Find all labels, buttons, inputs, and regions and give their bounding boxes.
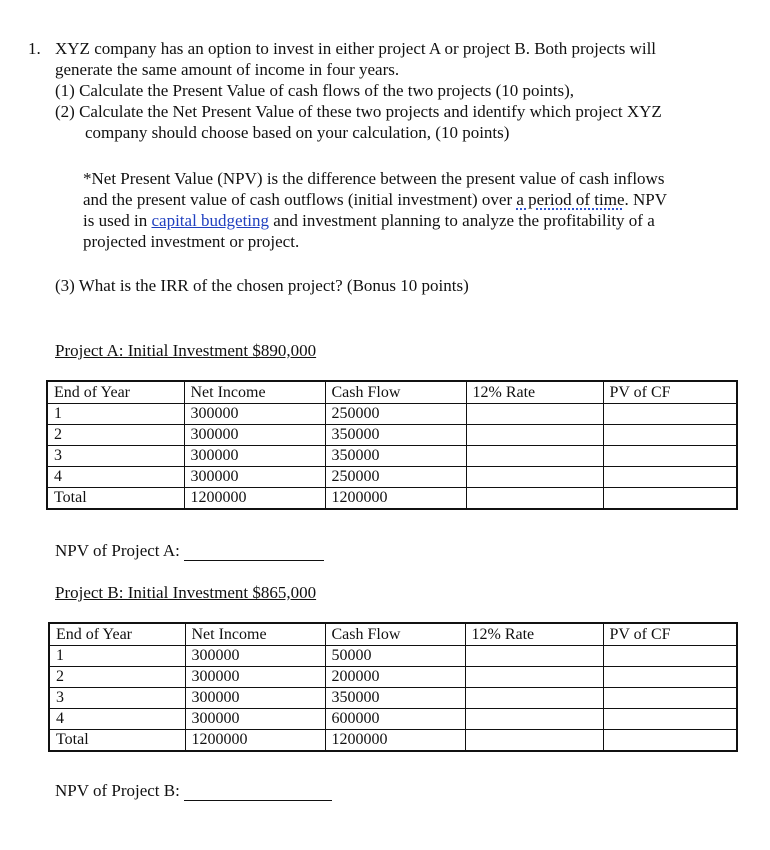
answer-cell[interactable]	[603, 467, 737, 488]
npv-project-b	[55, 780, 332, 801]
answer-cell[interactable]	[603, 646, 737, 667]
answer-cell[interactable]	[465, 667, 603, 688]
note-line-1: *Net Present Value (NPV) is the difference between the present value of cash inflows	[83, 169, 665, 188]
question-line-1: XYZ company has an option to invest in either project A or project B. Both projects will	[55, 39, 657, 58]
table-cell: 2	[47, 425, 184, 446]
answer-cell[interactable]	[603, 446, 737, 467]
table-cell: 300000	[185, 646, 325, 667]
table-cell: 300000	[184, 467, 325, 488]
table-cell: 300000	[185, 709, 325, 730]
project-b-title: Project B: Initial Investment $865,000	[55, 583, 317, 602]
table-row	[47, 404, 737, 425]
project-a-title: Project A: Initial Investment $890,000	[55, 341, 317, 360]
column-header: Net Income	[185, 623, 325, 646]
note-line-3	[83, 210, 738, 231]
answer-cell[interactable]	[603, 425, 737, 446]
table-cell: 300000	[184, 446, 325, 467]
table-row	[49, 667, 737, 688]
column-header: Cash Flow	[325, 623, 465, 646]
table-row	[49, 646, 737, 667]
table-row	[47, 488, 737, 510]
column-header: End of Year	[47, 381, 184, 404]
table-cell: 250000	[325, 467, 466, 488]
note-line-2-end: . NPV	[624, 190, 668, 209]
answer-cell[interactable]	[603, 667, 737, 688]
table-row	[47, 446, 737, 467]
column-header: Net Income	[184, 381, 325, 404]
table-cell: 1200000	[325, 730, 465, 752]
table-cell: 1200000	[325, 488, 466, 510]
note-line-2	[83, 189, 738, 210]
question-part-1: (1) Calculate the Present Value of cash flows of the two projects (10 points),	[55, 81, 574, 100]
table-header-row	[49, 623, 737, 646]
question-body	[55, 38, 745, 143]
note-line-4: projected investment or project.	[83, 232, 300, 251]
question-number: 1.	[28, 39, 41, 58]
question-part-2	[55, 101, 745, 143]
table-cell: 3	[49, 688, 185, 709]
answer-cell[interactable]	[603, 709, 737, 730]
answer-cell[interactable]	[465, 730, 603, 752]
table-row	[49, 688, 737, 709]
project-b-table	[48, 622, 738, 752]
answer-cell[interactable]	[465, 688, 603, 709]
table-cell: 4	[47, 467, 184, 488]
capital-budgeting-link[interactable]: capital budgeting	[151, 211, 270, 230]
table-cell: 350000	[325, 446, 466, 467]
table-cell: 1200000	[185, 730, 325, 752]
answer-cell[interactable]	[603, 404, 737, 425]
table-cell: 200000	[325, 667, 465, 688]
npv-project-a-blank[interactable]	[184, 559, 324, 561]
table-row	[49, 709, 737, 730]
answer-cell[interactable]	[465, 709, 603, 730]
table-row	[47, 467, 737, 488]
table-cell: 1200000	[184, 488, 325, 510]
question-part-2a: (2) Calculate the Net Present Value of these two projects and identify which project XYZ	[55, 102, 662, 121]
answer-cell[interactable]	[465, 646, 603, 667]
table-cell: 350000	[325, 425, 466, 446]
table-cell: 3	[47, 446, 184, 467]
table-cell: 300000	[185, 667, 325, 688]
table-cell: Total	[49, 730, 185, 752]
column-header: 12% Rate	[466, 381, 603, 404]
question-line-2: generate the same amount of income in four years.	[55, 60, 400, 79]
table-cell: 300000	[185, 688, 325, 709]
table-cell: 300000	[184, 425, 325, 446]
answer-cell[interactable]	[603, 688, 737, 709]
column-header: End of Year	[49, 623, 185, 646]
npv-project-b-blank[interactable]	[184, 799, 332, 801]
answer-cell[interactable]	[603, 730, 737, 752]
question-part-2b: company should choose based on your calculation, (10 points)	[85, 123, 510, 142]
table-cell: 4	[49, 709, 185, 730]
question-part-3: (3) What is the IRR of the chosen project? (Bonus 10 points)	[55, 276, 469, 295]
answer-cell[interactable]	[466, 488, 603, 510]
column-header: PV of CF	[603, 623, 737, 646]
table-row	[47, 425, 737, 446]
answer-cell[interactable]	[466, 425, 603, 446]
answer-cell[interactable]	[466, 446, 603, 467]
answer-cell[interactable]	[466, 404, 603, 425]
table-cell: 250000	[325, 404, 466, 425]
table-row	[49, 730, 737, 752]
npv-project-a	[55, 540, 324, 561]
note-line-3-start: is used in	[83, 211, 152, 230]
column-header: Cash Flow	[325, 381, 466, 404]
note-line-3-end: and investment planning to analyze the profitability of a	[269, 211, 655, 230]
answer-cell[interactable]	[603, 488, 737, 510]
npv-definition-note	[83, 168, 738, 252]
table-cell: 1	[49, 646, 185, 667]
npv-project-a-label: NPV of Project A:	[55, 541, 180, 560]
column-header: PV of CF	[603, 381, 737, 404]
note-line-2-text: and the present value of cash outflows (initial investment) over	[83, 190, 517, 209]
answer-cell[interactable]	[466, 467, 603, 488]
table-cell: 1	[47, 404, 184, 425]
table-cell: 350000	[325, 688, 465, 709]
table-cell: 300000	[184, 404, 325, 425]
table-cell: 50000	[325, 646, 465, 667]
period-of-time-phrase: a period of time	[516, 190, 625, 209]
table-header-row	[47, 381, 737, 404]
column-header: 12% Rate	[465, 623, 603, 646]
table-cell: 2	[49, 667, 185, 688]
npv-project-b-label: NPV of Project B:	[55, 781, 180, 800]
table-cell: 600000	[325, 709, 465, 730]
project-a-table	[46, 380, 738, 510]
table-cell: Total	[47, 488, 184, 510]
